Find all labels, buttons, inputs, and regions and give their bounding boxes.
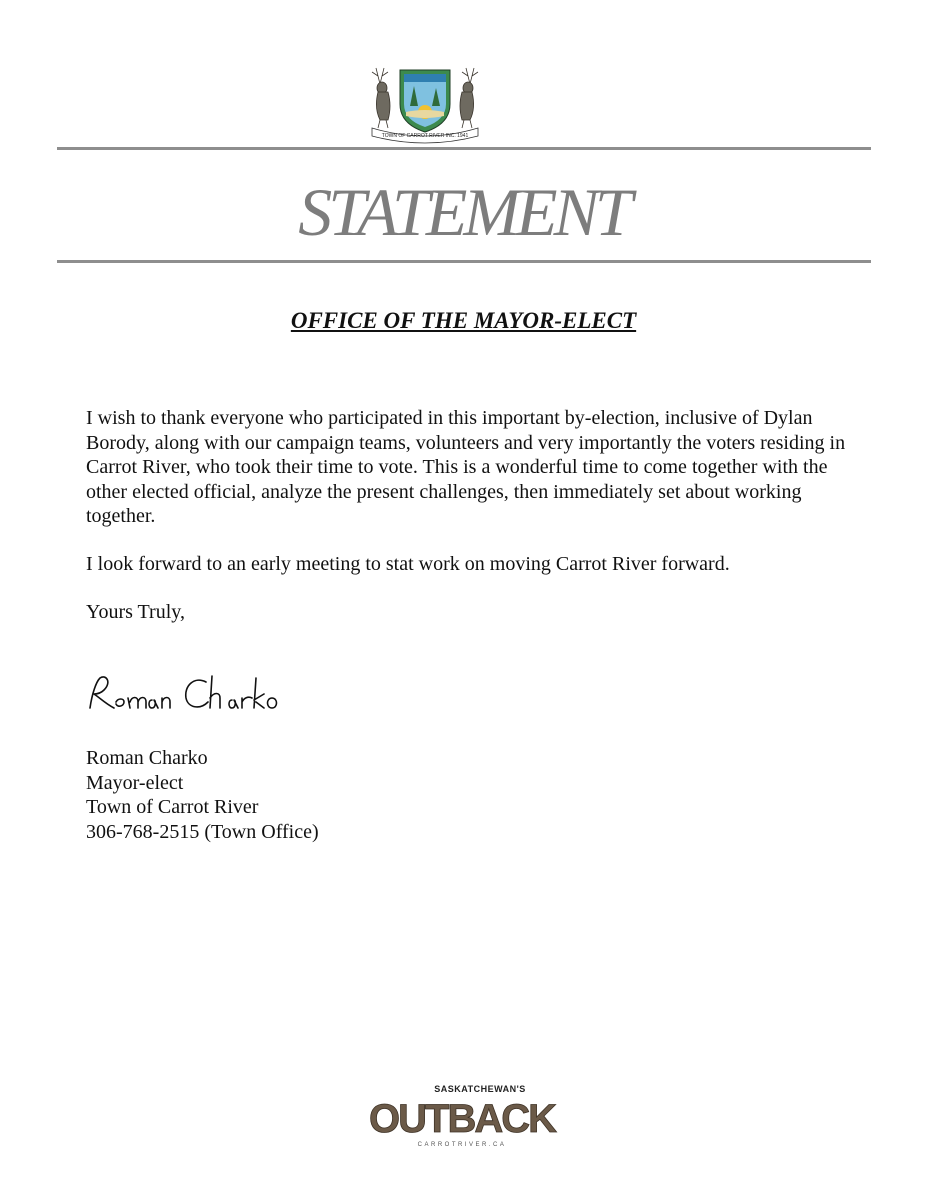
logo-bottom-text: CARROTRIVER.CA <box>417 1142 507 1148</box>
outback-logo <box>369 1080 555 1150</box>
body-paragraph-2: I look forward to an early meeting to stat work on moving Carrot River forward. <box>86 553 730 575</box>
right-elk-icon <box>460 68 478 128</box>
top-rule <box>57 147 871 150</box>
signer-title: Mayor-elect <box>86 771 184 794</box>
logo-top-text: SASKATCHEWAN'S <box>434 1084 526 1094</box>
town-crest-logo <box>366 62 484 142</box>
logo-main-text: OUTBACK <box>369 1097 555 1141</box>
left-elk-icon <box>372 68 390 128</box>
crest-banner-text: TOWN OF CARROT RIVER INC. 1941 <box>381 133 469 139</box>
signer-phone: 306-768-2515 (Town Office) <box>86 820 319 843</box>
signature-block <box>86 746 319 844</box>
statement-title: STATEMENT <box>298 174 629 250</box>
closing-salutation: Yours Truly, <box>86 601 185 623</box>
office-heading: OFFICE OF THE MAYOR-ELECT <box>290 308 637 333</box>
bottom-rule <box>57 260 871 263</box>
body-paragraph-1: I wish to thank everyone who participated in this important by-election, inclusive of Dylan Borody, along with our campaign teams, volunteers and very importantly the voters residing in Carrot River, who took their time to vote. This is a wonderful time to come together with the other elected official, analyze the present challenges, then immediately set about working together. <box>86 407 846 527</box>
handwritten-signature <box>86 668 316 720</box>
shield-icon <box>400 70 450 132</box>
signer-organization: Town of Carrot River <box>86 796 259 818</box>
signer-name: Roman Charko <box>86 747 208 769</box>
